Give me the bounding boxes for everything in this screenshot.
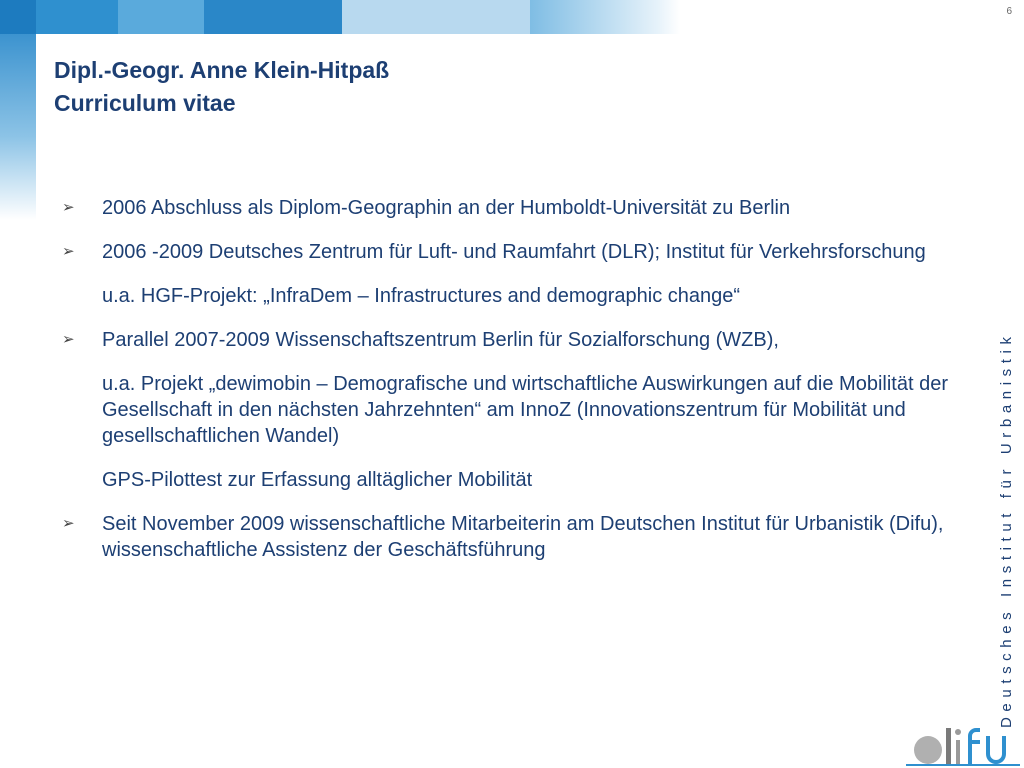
cv-list	[62, 195, 992, 581]
list-item-text: u.a. Projekt „dewimobin – Demografische und wirtschaftliche Auswirkungen auf die Mobilität der Gesellschaft in den nächsten Jahrzehnten“ am InnoZ (Innovationszentrum für Mobilität und gesellschaftlichen Wandel)	[102, 373, 948, 447]
top-decorative-band	[0, 0, 1024, 34]
institute-vertical-text: Deutsches Institut für Urbanistik	[998, 331, 1015, 728]
title-name: Dipl.-Geogr. Anne Klein-Hitpaß	[54, 57, 390, 83]
list-item	[62, 511, 992, 563]
list-item-text: 2006 Abschluss als Diplom-Geographin an der Humboldt-Universität zu Berlin	[102, 197, 791, 219]
list-item-text: GPS-Pilottest zur Erfassung alltäglicher Mobilität	[102, 469, 533, 491]
list-item	[62, 195, 992, 221]
title-subtitle: Curriculum vitae	[54, 90, 236, 116]
list-item-text: Seit November 2009 wissenschaftliche Mitarbeiterin am Deutschen Institut für Urbanistik (Difu), wissenschaftliche Assistenz der Geschäftsführung	[102, 513, 944, 561]
arrow-bullet-icon: ➢	[62, 515, 75, 532]
arrow-bullet-icon: ➢	[62, 243, 75, 260]
list-item	[62, 327, 992, 353]
left-decorative-band	[0, 34, 36, 220]
difu-logo	[906, 718, 1020, 766]
slide-title	[54, 54, 389, 120]
page-number: 6	[1006, 6, 1012, 17]
list-item	[62, 283, 992, 309]
list-item-text: 2006 -2009 Deutsches Zentrum für Luft- und Raumfahrt (DLR); Institut für Verkehrsforschung	[102, 241, 926, 263]
list-item-text: Parallel 2007-2009 Wissenschaftszentrum Berlin für Sozialforschung (WZB),	[102, 329, 779, 351]
arrow-bullet-icon: ➢	[62, 199, 75, 216]
list-item	[62, 239, 992, 265]
list-item	[62, 467, 992, 493]
arrow-bullet-icon: ➢	[62, 331, 75, 348]
list-item-text: u.a. HGF-Projekt: „InfraDem – Infrastructures and demographic change“	[102, 285, 741, 307]
list-item	[62, 371, 992, 449]
